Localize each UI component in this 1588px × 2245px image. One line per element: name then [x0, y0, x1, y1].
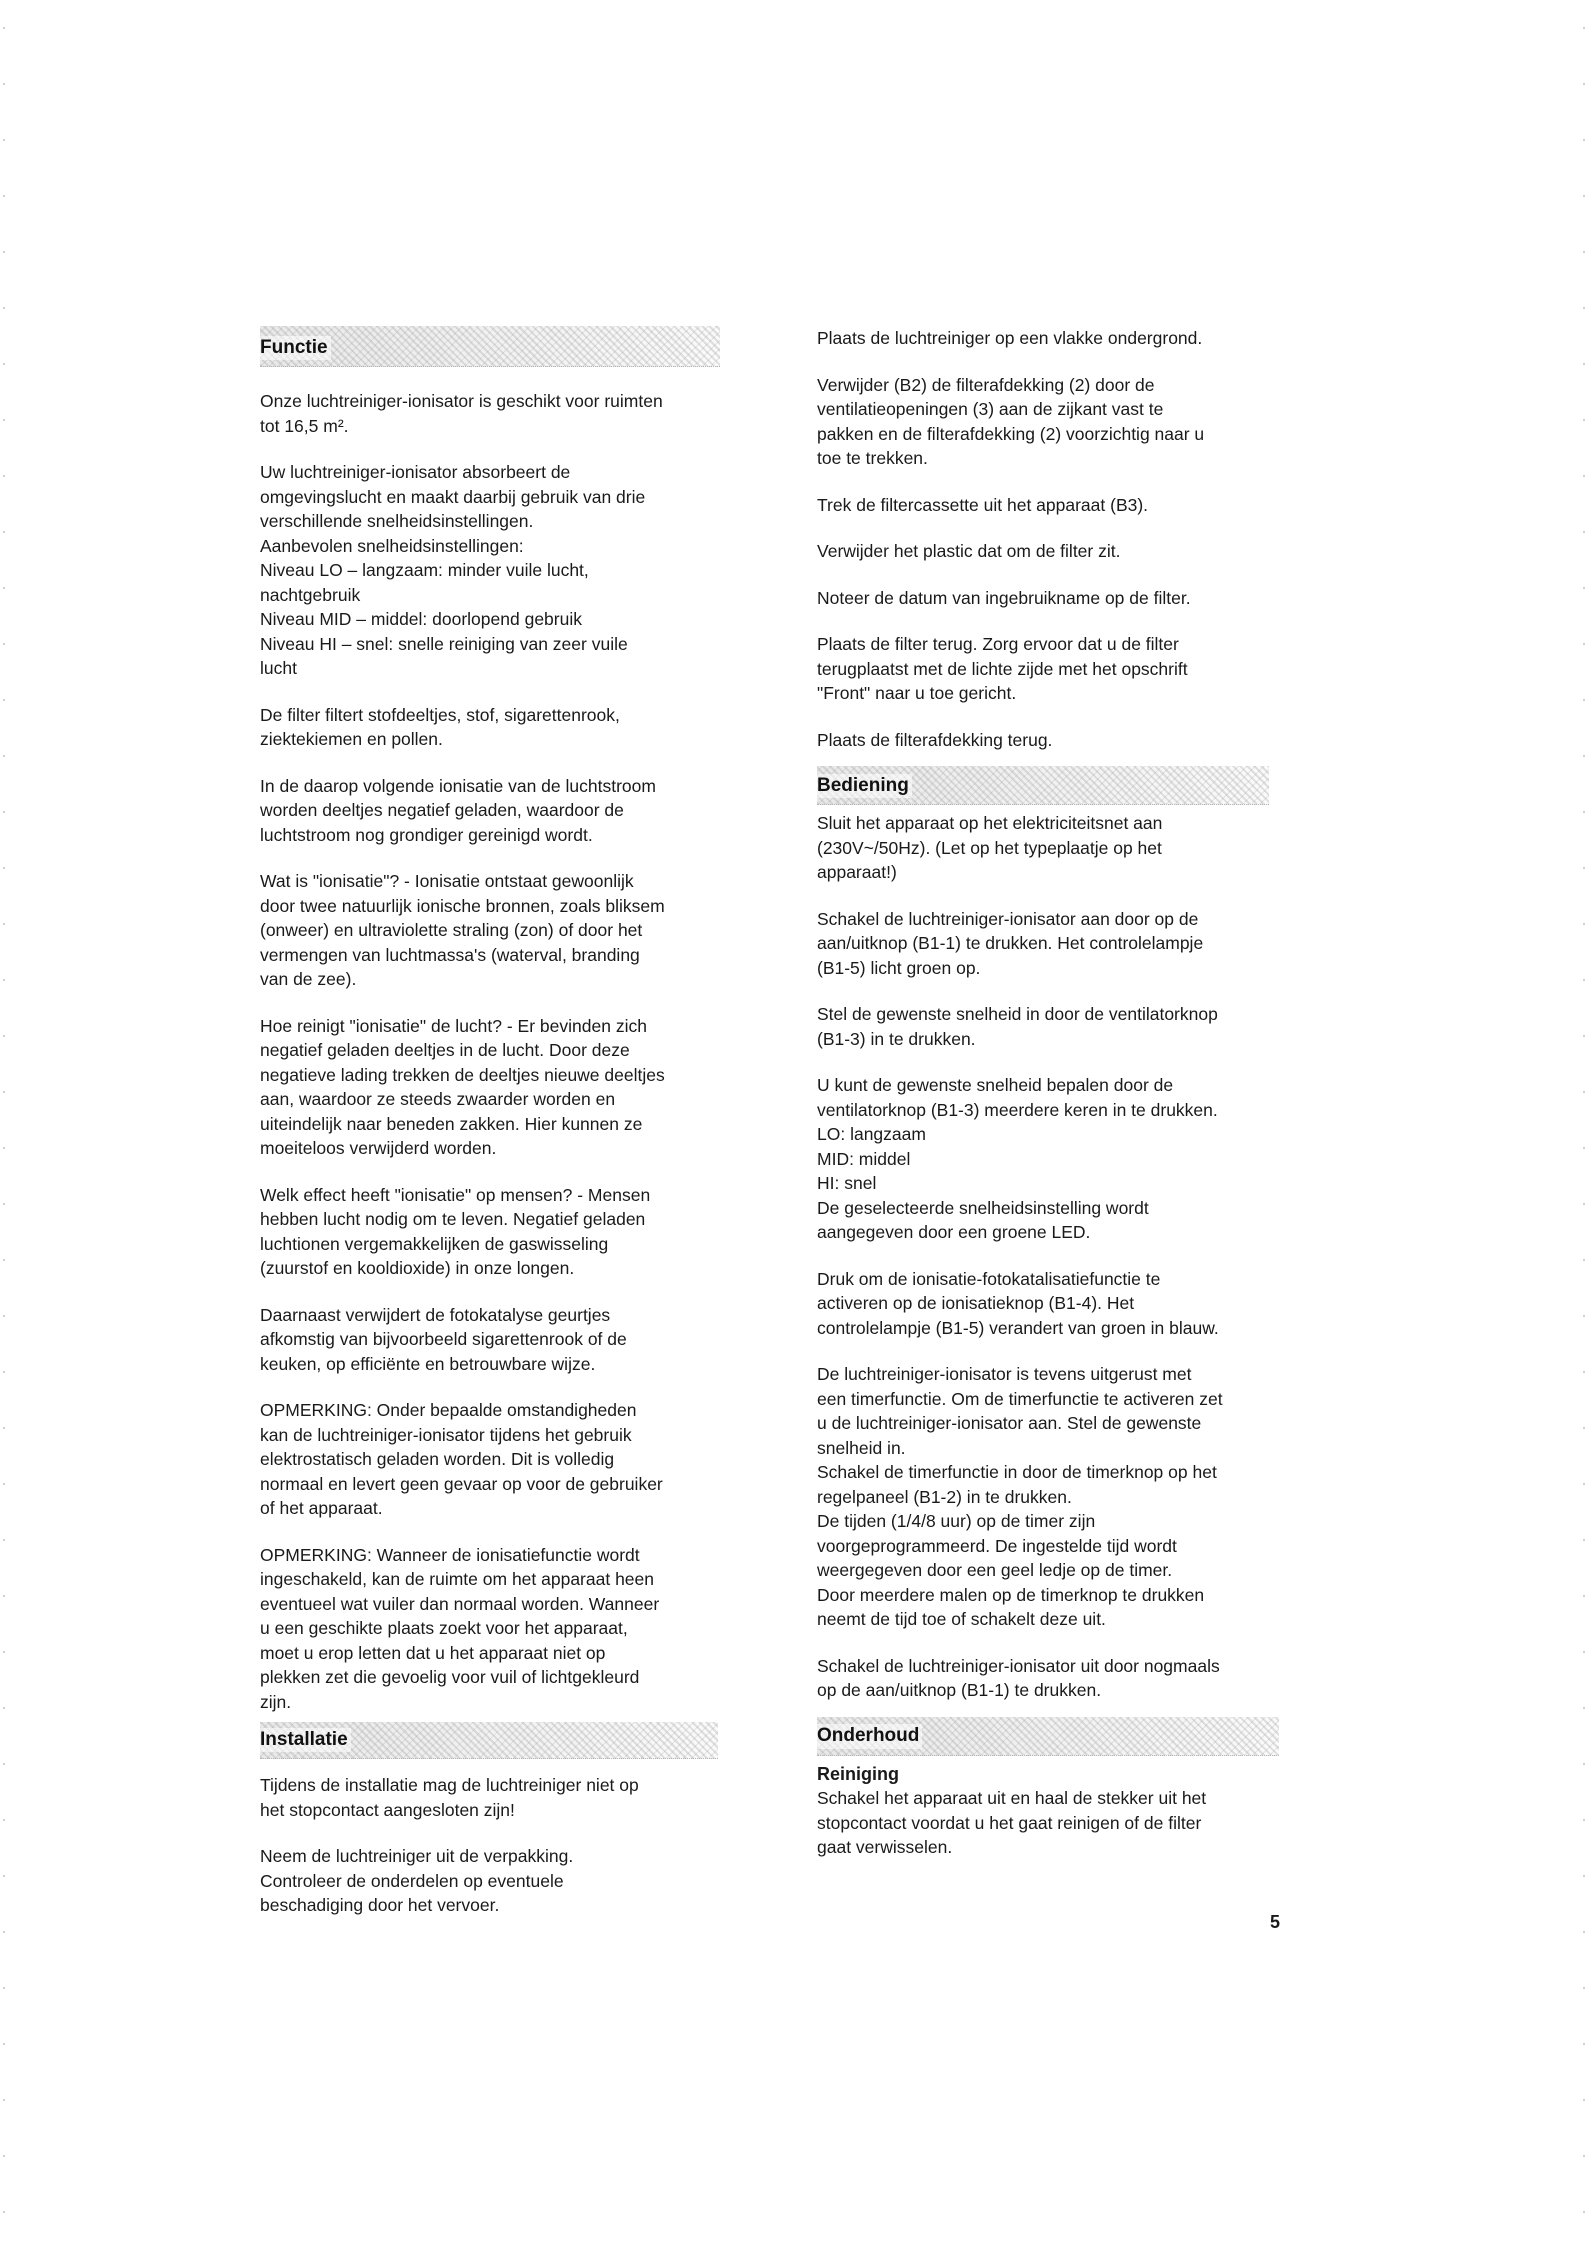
installatie-vervolg-paragraph-7: Plaats de filterafdekking terug. [817, 729, 1053, 750]
installatie-vervolg-paragraph-6: Plaats de filter terug. Zorg ervoor dat u de filter terugplaatst met de lichte zijde met het opschrift "Front" naar u toe gericht. [817, 634, 1188, 703]
functie-paragraph-1: Onze luchtreiniger-ionisator is geschikt voor ruimten tot 16,5 m². [260, 391, 663, 436]
bediening-paragraph-5: Druk om de ionisatie-fotokatalisatiefunctie te activeren op de ionisatieknop (B1-4). Het controlelampje (B1-5) verandert van groen in blauw. [817, 1268, 1219, 1338]
right-column [817, 326, 1317, 1882]
functie-paragraph-8: Daarnaast verwijdert de fotokatalyse geurtjes afkomstig van bijvoorbeeld sigarettenrook of de keuken, op efficiënte en betrouwbare wijze. [260, 1304, 627, 1374]
section-title-bediening: Bediening [817, 774, 912, 799]
bediening-paragraph-6: De luchtreiniger-ionisator is tevens uitgerust met een timerfunctie. Om de timerfunctie te activeren zet u de luchtreiniger-ionisator aan. Stel de gewenste snelheid in. Schakel de timerfunctie in door de timerknop op het regelpaneel (B1-2) in te drukken. De tijden (1/4/8 uur) op de timer zijn voorgeprogrammeerd. De ingestelde tijd wordt weergegeven door een geel ledje op de timer. Door meerdere malen op de timerknop te drukken neemt de tijd toe of schakelt deze uit. [817, 1364, 1223, 1629]
functie-paragraph-6: Hoe reinigt "ionisatie" de lucht? - Er bevinden zich negatief geladen deeltjes in de lucht. Door deze negatieve lading trekken de deeltjes nieuwe deeltjes aan, waardoor ze steeds zwaarder worden en uiteindelijk naar beneden zakken. Hier kunnen ze moeiteloos verwijderd worden. [260, 1015, 665, 1158]
bediening-paragraph-2: Schakel de luchtreiniger-ionisator aan door op de aan/uitknop (B1-1) te drukken. Het controlelampje (B1-5) licht groen op. [817, 908, 1204, 978]
bediening-paragraph-7: Schakel de luchtreiniger-ionisator uit door nogmaals op de aan/uitknop (B1-1) te drukken. [817, 1655, 1220, 1700]
section-header-installatie [260, 1722, 718, 1759]
page-number: 5 [1270, 1912, 1281, 1932]
functie-paragraph-2: Uw luchtreiniger-ionisator absorbeert de omgevingslucht en maakt daarbij gebruik van drie verschillende snelheidsinstellingen. Aanbevolen snelheidsinstellingen: Niveau LO – langzaam: minder vuile lucht, nachtgebruik Niveau MID – middel: doorlopend gebruik Niveau HI – snel: snelle reiniging van zeer vuile lucht [260, 462, 646, 678]
functie-paragraph-9: OPMERKING: Onder bepaalde omstandigheden kan de luchtreiniger-ionisator tijdens het gebruik elektrostatisch geladen worden. Dit is volledig normaal en levert geen gevaar op voor de gebruiker of het apparaat. [260, 1400, 663, 1518]
left-column [260, 326, 760, 1940]
section-header-bediening [817, 766, 1269, 805]
section-header-onderhoud [817, 1717, 1279, 1756]
installatie-paragraph-1: Tijdens de installatie mag de luchtreiniger niet op het stopcontact aangesloten zijn! [260, 1775, 639, 1820]
functie-paragraph-5: Wat is "ionisatie"? - Ionisatie ontstaat gewoonlijk door twee natuurlijk ionische bronnen, zoals bliksem (onweer) en ultraviolette straling (zon) of door het vermengen van luchtmassa's (waterval, branding van de zee). [260, 871, 665, 989]
bediening-paragraph-4: U kunt de gewenste snelheid bepalen door de ventilatorknop (B1-3) meerdere keren in te drukken. LO: langzaam MID: middel HI: snel De geselecteerde snelheidsinstelling wordt aangegeven door een groene LED. [817, 1075, 1218, 1242]
installatie-vervolg-paragraph-1: Plaats de luchtreiniger op een vlakke ondergrond. [817, 328, 1203, 348]
onderhoud-paragraph-1: Schakel het apparaat uit en haal de stekker uit het stopcontact voordat u het gaat reinigen of de filter gaat verwisselen. [817, 1788, 1207, 1857]
onderhoud-subheading-reiniging: Reiniging [817, 1763, 899, 1784]
bediening-paragraph-3: Stel de gewenste snelheid in door de ventilatorknop (B1-3) in te drukken. [817, 1004, 1218, 1049]
installatie-vervolg-paragraph-4: Verwijder het plastic dat om de filter zit. [817, 541, 1121, 561]
installatie-paragraph-2: Neem de luchtreiniger uit de verpakking. Controleer de onderdelen op eventuele beschadiging door het vervoer. [260, 1846, 574, 1915]
functie-paragraph-4: In de daarop volgende ionisatie van de luchtstroom worden deeltjes negatief geladen, waardoor de luchtstroom nog grondiger gereinigd wordt. [260, 775, 656, 845]
installatie-vervolg-paragraph-3: Trek de filtercassette uit het apparaat (B3). [817, 494, 1149, 515]
bediening-paragraph-1: Sluit het apparaat op het elektriciteitsnet aan (230V~/50Hz). (Let op het typeplaatje op het apparaat!) [817, 813, 1163, 882]
section-title-installatie: Installatie [260, 1728, 351, 1753]
installatie-vervolg-paragraph-2: Verwijder (B2) de filterafdekking (2) door de ventilatieopeningen (3) aan de zijkant vast te pakken en de filterafdekking (2) voorzichtig naar u toe te trekken. [817, 374, 1205, 468]
scan-edge-left [3, 0, 5, 2245]
section-header-functie [260, 326, 720, 367]
functie-paragraph-7: Welk effect heeft "ionisatie" op mensen? - Mensen hebben lucht nodig om te leven. Negatief geladen luchtionen vergemakkelijken de gaswisseling (zuurstof en kooldioxide) in onze longen. [260, 1184, 651, 1278]
functie-paragraph-10: OPMERKING: Wanneer de ionisatiefunctie wordt ingeschakeld, kan de ruimte om het apparaat heen eventueel wat vuiler dan normaal worden. Wanneer u een geschikte plaats zoekt voor het apparaat, moet u erop letten dat u het apparaat niet op plekken zet die gevoelig voor vuil of lichtgekleurd zijn. [260, 1544, 660, 1712]
installatie-vervolg-paragraph-5: Noteer de datum van ingebruikname op de filter. [817, 587, 1191, 608]
section-title-onderhoud: Onderhoud [817, 1724, 922, 1749]
scan-edge-right [1583, 0, 1585, 2245]
section-title-functie: Functie [260, 336, 331, 361]
functie-paragraph-3: De filter filtert stofdeeltjes, stof, sigarettenrook, ziektekiemen en pollen. [260, 704, 620, 749]
